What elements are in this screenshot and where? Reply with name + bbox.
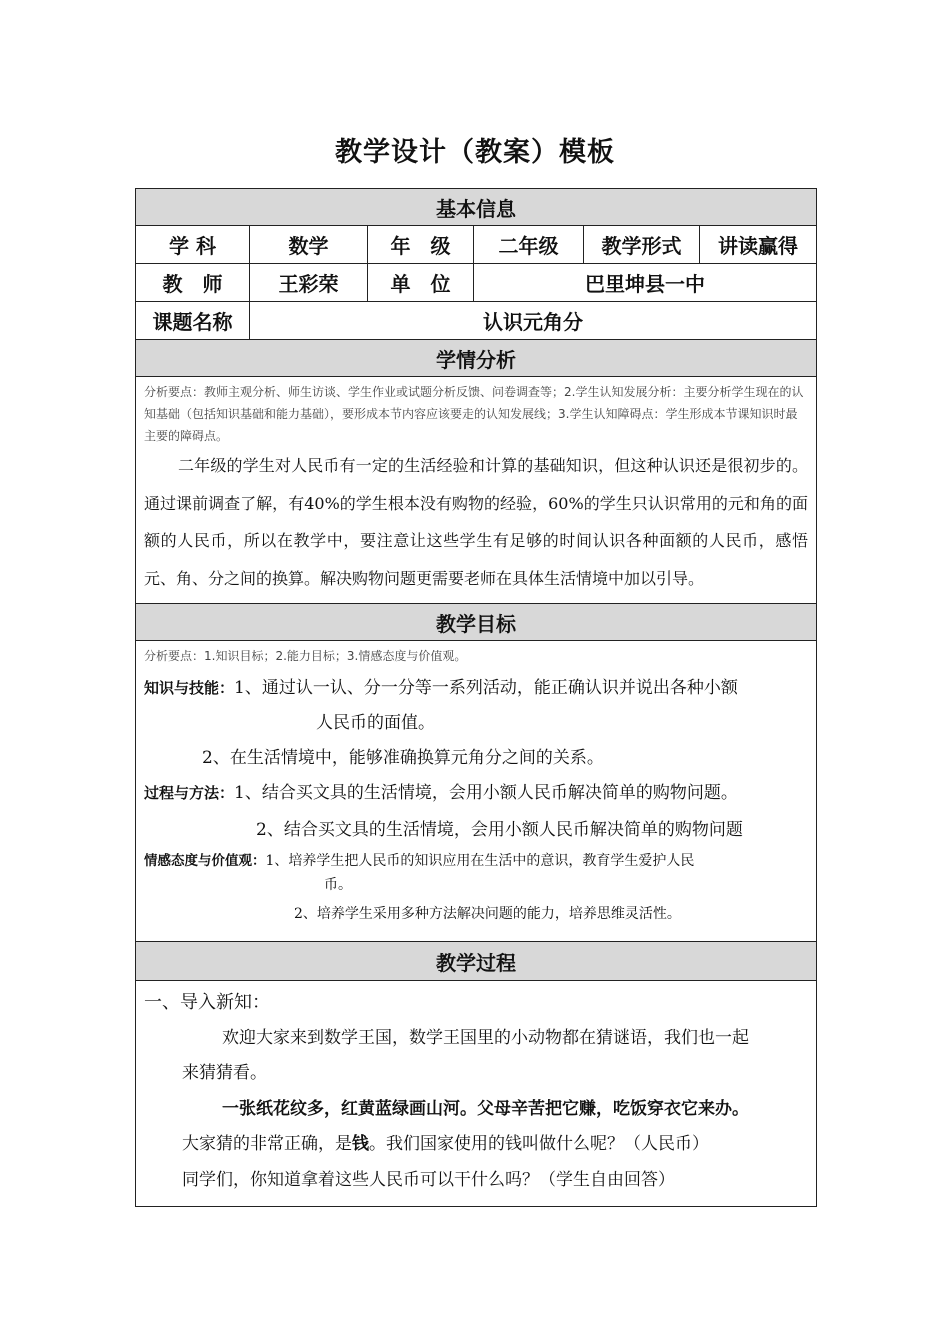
intro-line-3-pre: 大家猜的非常正确，是 bbox=[182, 1134, 352, 1154]
step-1-heading: 一、导入新知： bbox=[144, 992, 270, 1013]
grade-label: 年 级 bbox=[368, 226, 474, 264]
section-analysis: 学情分析 bbox=[136, 340, 817, 377]
analysis-note: 分析要点：教师主观分析、师生访谈、学生作业或试题分析反馈、问卷调查等；2.学生认知发展分析：主要分析学生现在的认知基础（包括知识基础和能力基础），要形成本节内容应该要走的认知发展线；3.学生认知障碍点：学生形成本节课知识时最主要的障碍点。 bbox=[144, 385, 804, 443]
section-process: 教学过程 bbox=[136, 942, 817, 981]
topic-label: 课题名称 bbox=[136, 302, 250, 340]
process-cell bbox=[136, 981, 817, 1207]
unit-label: 单 位 bbox=[368, 264, 474, 302]
emotion-text-1a: 1、培养学生把人民币的知识应用在生活中的意识，教育学生爱护人民 bbox=[265, 853, 695, 869]
analysis-cell bbox=[136, 377, 817, 604]
teacher-label: 教 师 bbox=[136, 264, 250, 302]
grade-value: 二年级 bbox=[474, 226, 584, 264]
emotion-line-2: 2、培养学生采用多种方法解决问题的能力，培养思维灵活性。 bbox=[294, 906, 681, 922]
process-label: 过程与方法： bbox=[144, 784, 235, 802]
intro-line-4: 同学们，你知道拿着这些人民币可以干什么吗？（学生自由回答） bbox=[182, 1169, 675, 1190]
intro-line-3-keyword: 钱 bbox=[352, 1134, 369, 1154]
emotion-line-1 bbox=[144, 849, 808, 873]
intro-line-3 bbox=[144, 1127, 808, 1163]
lesson-plan-table bbox=[135, 188, 817, 1207]
section-objectives: 教学目标 bbox=[136, 604, 817, 641]
intro-line-3-post: 。我们国家使用的钱叫做什么呢？（人民币） bbox=[369, 1134, 709, 1154]
knowledge-line-1 bbox=[144, 671, 808, 706]
section-basic-info: 基本信息 bbox=[136, 189, 817, 226]
teacher-value: 王彩荣 bbox=[250, 264, 368, 302]
subject-label: 学 科 bbox=[136, 226, 250, 264]
emotion-label: 情感态度与价值观： bbox=[144, 853, 266, 869]
process-text-1: 1、结合买文具的生活情境，会用小额人民币解决简单的购物问题。 bbox=[234, 783, 738, 803]
knowledge-line-1b: 人民币的面值。 bbox=[316, 713, 435, 733]
knowledge-text-1a: 1、通过认一认、分一分等一系列活动，能正确认识并说出各种小额 bbox=[234, 678, 738, 698]
form-value: 讲读赢得 bbox=[700, 226, 817, 264]
page-title: 教学设计（教案）模板 bbox=[335, 137, 615, 168]
emotion-line-1b: 币。 bbox=[324, 877, 352, 893]
unit-value: 巴里坤县一中 bbox=[474, 264, 817, 302]
intro-line-1a: 欢迎大家来到数学王国，数学王国里的小动物都在猜谜语，我们也一起 bbox=[222, 1027, 749, 1048]
form-label: 教学形式 bbox=[584, 226, 700, 264]
intro-line-1b: 来猜猜看。 bbox=[182, 1063, 267, 1083]
riddle-line: 一张纸花纹多，红黄蓝绿画山河。父母辛苦把它赚，吃饭穿衣它来办。 bbox=[222, 1098, 749, 1119]
objectives-cell bbox=[136, 641, 817, 942]
topic-value: 认识元角分 bbox=[250, 302, 817, 340]
knowledge-label: 知识与技能： bbox=[144, 679, 235, 697]
process-line-2: 2、结合买文具的生活情境，会用小额人民币解决简单的购物问题 bbox=[256, 820, 743, 840]
process-line-1 bbox=[144, 776, 808, 811]
objectives-note: 分析要点：1.知识目标；2.能力目标；3.情感态度与价值观。 bbox=[144, 649, 467, 663]
analysis-body: 二年级的学生对人民币有一定的生活经验和计算的基础知识，但这种认识还是很初步的。通过课前调查了解，有40%的学生根本没有购物的经验，60%的学生只认识常用的元和角的面额的人民币，所以在教学中，要注意让这些学生有足够的时间认识各种面额的人民币，感悟元、角、分之间的换算。解决购物问题更需要老师在具体生活情境中加以引导。 bbox=[144, 456, 808, 588]
knowledge-line-2: 2、在生活情境中，能够准确换算元角分之间的关系。 bbox=[202, 748, 604, 768]
subject-value: 数学 bbox=[250, 226, 368, 264]
